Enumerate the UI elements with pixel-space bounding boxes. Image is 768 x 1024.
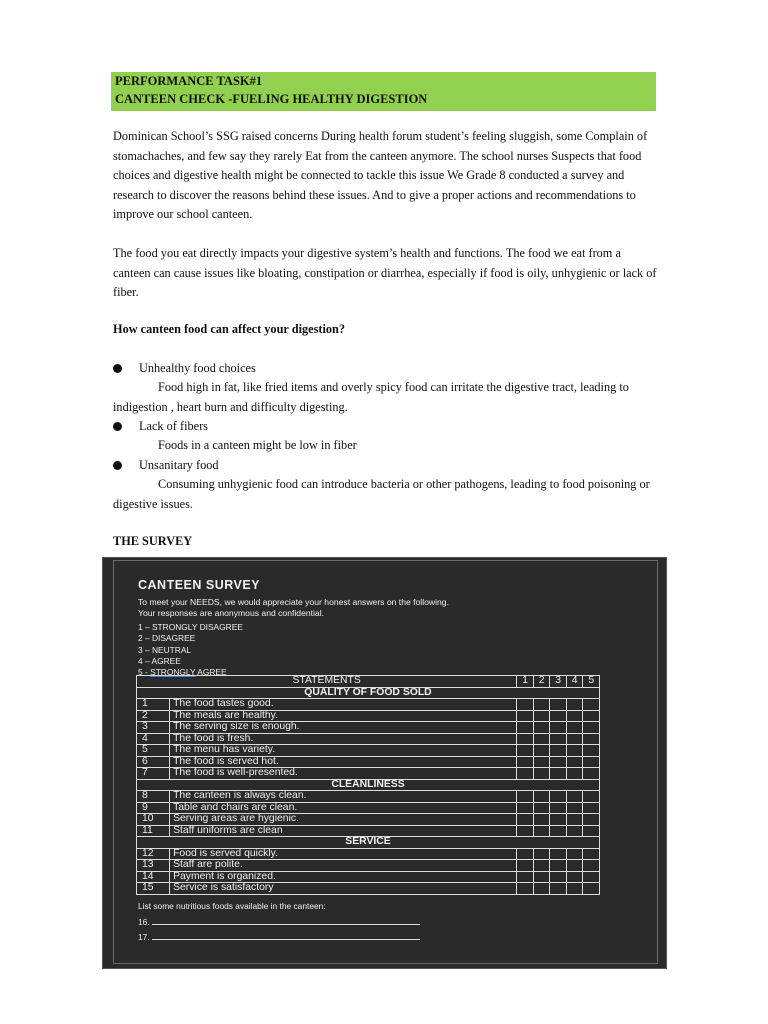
scale-item: 1 – STRONGLY DISAGREE: [138, 622, 243, 632]
table-row: 7 The food is well-presented.: [137, 768, 600, 780]
survey-intro-line: Your responses are anonymous and confidential.: [138, 608, 325, 618]
question-heading: How canteen food can affect your digestion?: [113, 322, 346, 336]
bullet-description: Consuming unhygienic food can introduce bacteria or other pathogens, leading to food poisoning or digestive issues.: [113, 477, 650, 511]
list-prompt: List some nutritious foods available in the canteen:: [138, 901, 326, 911]
scale-item: 3 – NEUTRAL: [138, 644, 192, 655]
bullet-description: Foods in a canteen might be low in fiber: [158, 438, 357, 452]
table-row: 1 The food tastes good.: [137, 699, 600, 711]
table-row: 5 The menu has variety.: [137, 745, 600, 757]
table-row: 15 Service is satisfactory: [137, 883, 600, 895]
bullet-label: Lack of fibers: [139, 419, 208, 433]
scale-header: 3: [550, 676, 567, 688]
bullet-label: Unsanitary food: [139, 458, 219, 472]
bullet-item: [113, 456, 658, 476]
survey-title: CANTEEN SURVEY: [138, 578, 261, 592]
bullet-dot-icon: [113, 422, 122, 431]
bullet-item: [113, 359, 658, 379]
table-row: 2 The meals are healthy.: [137, 710, 600, 722]
bullet-item: [113, 417, 658, 437]
answer-line-16: 16.: [138, 916, 420, 927]
table-row: 9 Table and chairs are clean.: [137, 802, 600, 814]
table-row: 8 The canteen is always clean.: [137, 791, 600, 803]
section-service: SERVICE: [137, 837, 600, 849]
scale-header: 1: [517, 676, 534, 688]
bullet-dot-icon: [113, 461, 122, 470]
bullet-description: Food high in fat, like fried items and overly spicy food can irritate the digestive tract, leading to indigestion , heart burn and difficulty digesting.: [113, 380, 629, 414]
bullet-label: Unhealthy food choices: [139, 361, 256, 375]
table-row: 3 The serving size is enough.: [137, 722, 600, 734]
scale-item: 4 – AGREE: [138, 655, 181, 666]
scale-header: 2: [533, 676, 550, 688]
answer-line-17: 17.: [138, 931, 420, 942]
statements-header: STATEMENTS: [137, 676, 517, 688]
scale-item: 5 - STRONGLY AGREE: [138, 667, 227, 678]
scale-item: 2 – DISAGREE: [138, 633, 196, 644]
intro-paragraph: Dominican School’s SSG raised concerns During health forum student’s feeling sluggish, some Complain of stomachaches, and few say they rarely Eat from the canteen anymore. The school nurses Suspects that food choices and digestive health might be connected to tackle this issue We Grade 8 conducted a survey and research to discover the reasons behind these issues. And to give a proper actions and recommendations to improve our school canteen.: [113, 129, 648, 221]
survey-intro: [138, 597, 608, 619]
section-quality: QUALITY OF FOOD SOLD: [137, 687, 600, 699]
section-cleanliness: CLEANLINESS: [137, 779, 600, 791]
title-banner: [111, 72, 656, 111]
survey-image: [102, 557, 667, 969]
table-row: 6 The food is served hot.: [137, 756, 600, 768]
table-row: 10 Serving areas are hygienic.: [137, 814, 600, 826]
scale-header: 4: [566, 676, 583, 688]
scale-header: 5: [583, 676, 600, 688]
table-row: 4 The food is fresh.: [137, 733, 600, 745]
rating-scale: [138, 622, 243, 678]
table-header-row: [137, 676, 600, 688]
task-title: PERFORMANCE TASK#1: [115, 74, 263, 88]
task-subtitle: CANTEEN CHECK -FUELING HEALTHY DIGESTION: [115, 92, 428, 106]
survey-heading: THE SURVEY: [113, 534, 193, 548]
table-row: 13 Staff are polite.: [137, 860, 600, 872]
survey-table: [136, 675, 600, 895]
table-row: 14 Payment is organized.: [137, 871, 600, 883]
table-row: 12 Food is served quickly.: [137, 848, 600, 860]
table-row: 11 Staff uniforms are clean: [137, 825, 600, 837]
bullet-dot-icon: [113, 364, 122, 373]
digestion-paragraph: The food you eat directly impacts your digestive system’s health and functions. The food we eat from a canteen can cause issues like bloating, constipation or diarrhea, especially if food is oily, unhygienic or lack of fiber.: [113, 246, 657, 299]
survey-intro-line: To meet your NEEDS, we would appreciate your honest answers on the following.: [138, 597, 449, 607]
